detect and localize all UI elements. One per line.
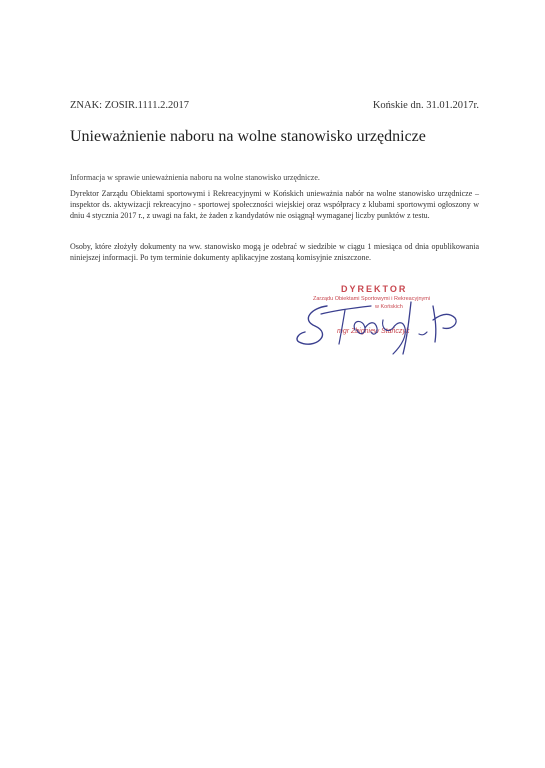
stamp-name: mgr Zbigniew Stańczyk	[337, 328, 410, 335]
stamp-organization: Zarządu Obiektami Sportowymi i Rekreacyjnymi	[313, 296, 431, 302]
stamp-title: DYREKTOR	[341, 284, 408, 294]
body-paragraph-2: Osoby, które złożyły dokumenty na ww. stanowisko mogą je odebrać w siedzibie w ciągu 1 miesiąca od dnia opublikowania niniejszej informacji. Po tym terminie dokumenty aplikacyjne zostaną komisyjnie zniszczone.	[70, 242, 479, 262]
body-paragraph-1: Dyrektor Zarządu Obiektami sportowymi i Rekreacyjnymi w Końskich unieważnia nabór na wolne stanowisko urzędnicze – inspektor ds. aktywizacji rekreacyjno - sportowej społeczności wiejskiej oraz współpracy z klubami sportowymi ogłoszony w dniu 4 stycznia 2017 r., z uwagi na fakt, że żaden z kandydatów nie osiągnął wymaganej liczby punktów z testu.	[70, 189, 479, 220]
intro-text: Informacja w sprawie unieważnienia naboru na wolne stanowisko urzędnicze.	[70, 173, 320, 182]
document-title: Unieważnienie naboru na wolne stanowisko urzędnicze	[70, 128, 426, 145]
place-and-date: Końskie dn. 31.01.2017r.	[372, 100, 479, 111]
reference-number: ZNAK: ZOSIR.1111.2.2017	[70, 100, 189, 111]
header-row	[70, 100, 479, 111]
director-stamp	[293, 284, 463, 364]
handwritten-signature	[293, 284, 463, 364]
stamp-city: w Końskich	[375, 304, 403, 310]
